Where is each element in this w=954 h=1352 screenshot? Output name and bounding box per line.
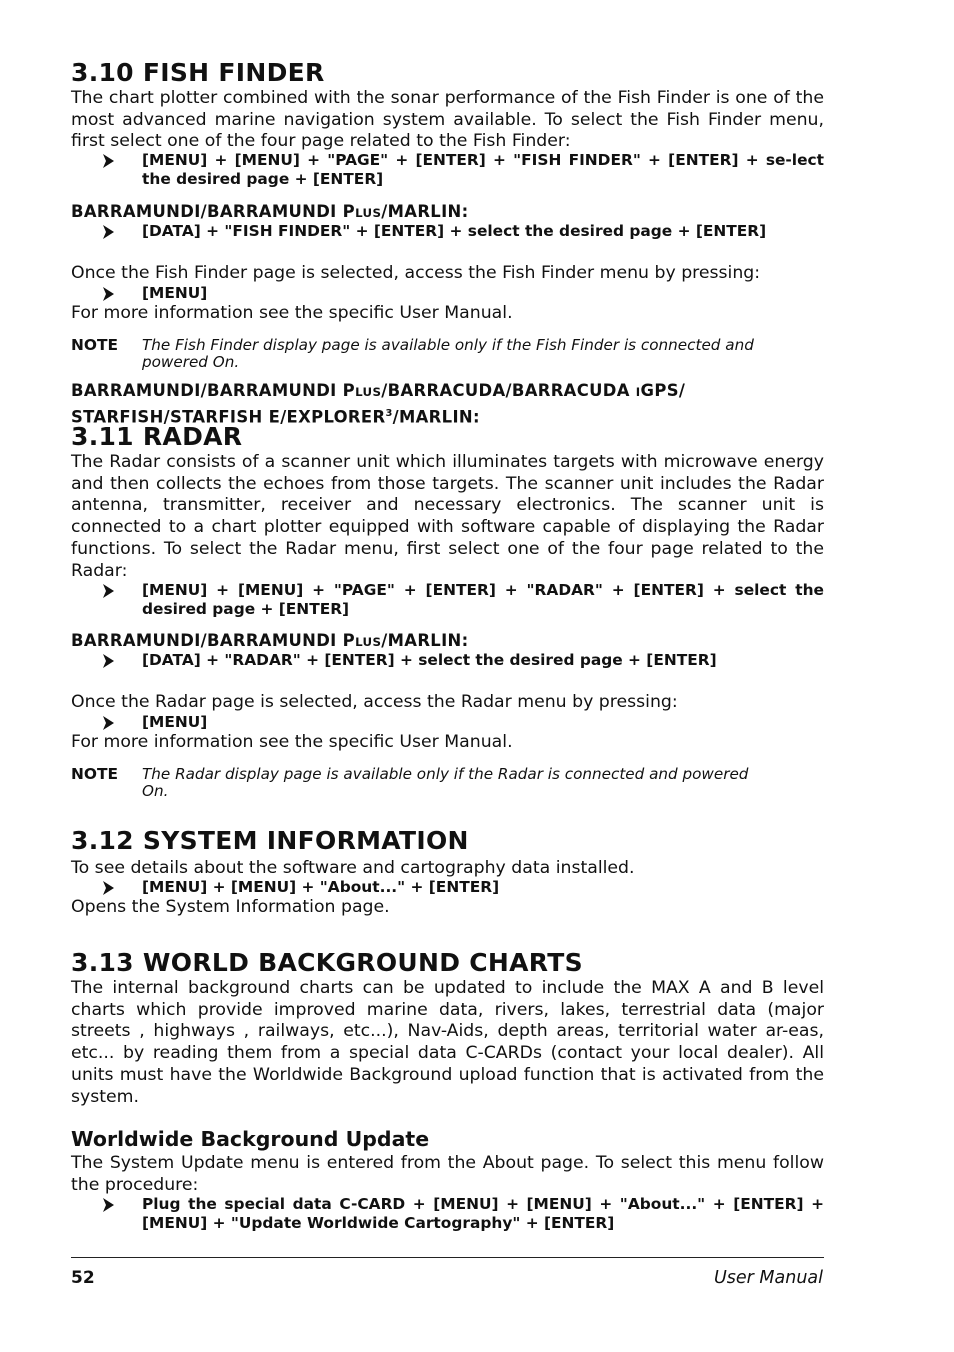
subheading-worldwide-background-update: Worldwide Background Update bbox=[71, 1127, 430, 1151]
section-heading-fish-finder: 3.10 FISH FINDER bbox=[71, 58, 325, 87]
radar-more-info: For more information see the specific User Manual. bbox=[71, 732, 513, 752]
section-heading-radar: 3.11 RADAR bbox=[71, 422, 243, 451]
step-text: Plug the special data C-CARD + [MENU] + [MENU] + "About..." + [ENTER] + [MENU] + "Update Worldwide Cartography" + [ENTER] bbox=[142, 1195, 824, 1232]
model-list-barramundi-marlin: BARRAMUNDI/BARRAMUNDI PLUS/MARLIN: bbox=[71, 631, 469, 650]
step-text: [DATA] + "FISH FINDER" + [ENTER] + select the desired page + [ENTER] bbox=[142, 222, 767, 240]
fish-finder-once: Once the Fish Finder page is selected, access the Fish Finder menu by pressing: bbox=[71, 263, 761, 283]
note-text: The Fish Finder display page is available only if the Fish Finder is connected and powered On. bbox=[142, 336, 754, 371]
chevron-right-icon bbox=[101, 153, 117, 169]
model-list-full: BARRAMUNDI/BARRAMUNDI PLUS/BARRACUDA/BARRACUDA IGPS/ STARFISH/STARFISH E/EXPLORER$^3$/MARLIN: bbox=[71, 381, 686, 427]
radar-intro: The Radar consists of a scanner unit which illuminates targets with microwave energy and then collects the echoes from those targets. The scanner unit includes the Radar antenna, transmitter, receiver and necessary electronics. The scanner unit is connected to a chart plotter equipped with software capable of displaying the Radar functions. To select the Radar menu, first select one of the four page related to the Radar: bbox=[71, 452, 824, 581]
chevron-right-icon bbox=[101, 583, 117, 599]
chevron-right-icon bbox=[101, 1197, 117, 1213]
step-text: [MENU] bbox=[142, 713, 208, 731]
chevron-right-icon bbox=[101, 653, 117, 669]
chevron-right-icon bbox=[101, 715, 117, 731]
chevron-right-icon bbox=[101, 880, 117, 896]
fish-finder-more-info: For more information see the specific User Manual. bbox=[71, 303, 513, 323]
step-text: [MENU] + [MENU] + "PAGE" + [ENTER] + "FISH FINDER" + [ENTER] + se-lect the desired page + [ENTER] bbox=[142, 151, 824, 188]
system-info-intro: To see details about the software and cartography data installed. bbox=[71, 858, 635, 878]
page-number: 52 bbox=[71, 1268, 95, 1288]
step-text: [MENU] + [MENU] + "About..." + [ENTER] bbox=[142, 878, 500, 896]
step-text: [MENU] bbox=[142, 284, 208, 302]
footer-divider bbox=[71, 1257, 824, 1258]
step-text: [DATA] + "RADAR" + [ENTER] + select the desired page + [ENTER] bbox=[142, 651, 717, 669]
radar-once: Once the Radar page is selected, access the Radar menu by pressing: bbox=[71, 692, 678, 712]
model-list-barramundi-marlin: BARRAMUNDI/BARRAMUNDI PLUS/MARLIN: bbox=[71, 202, 469, 221]
chevron-right-icon bbox=[101, 224, 117, 240]
note-text: The Radar display page is available only if the Radar is connected and powered On. bbox=[142, 765, 749, 800]
step-text: [MENU] + [MENU] + "PAGE" + [ENTER] + "RADAR" + [ENTER] + select the desired page + [ENTER] bbox=[142, 581, 824, 618]
note-label: NOTE bbox=[71, 336, 118, 354]
world-background-intro: The internal background charts can be updated to include the MAX A and B level charts which provide improved marine data, rivers, lakes, terrestrial data (major streets , highways , railways, etc...), Nav-Aids, depth areas, territorial water ar-eas, etc... by reading them from a special data C-CARDs (contact your local dealer). All units must have the Worldwide Background upload function that is activated from the system. bbox=[71, 978, 824, 1107]
footer-title: User Manual bbox=[713, 1268, 823, 1288]
note-label: NOTE bbox=[71, 765, 118, 783]
system-info-result: Opens the System Information page. bbox=[71, 897, 390, 917]
fish-finder-intro: The chart plotter combined with the sonar performance of the Fish Finder is one of the most advanced marine navigation system available. To select the Fish Finder menu, first select one of the four page related to the Fish Finder: bbox=[71, 88, 824, 152]
section-heading-world-background-charts: 3.13 WORLD BACKGROUND CHARTS bbox=[71, 948, 583, 977]
worldwide-update-intro: The System Update menu is entered from the About page. To select this menu follow the procedure: bbox=[71, 1153, 824, 1195]
chevron-right-icon bbox=[101, 286, 117, 302]
section-heading-system-information: 3.12 SYSTEM INFORMATION bbox=[71, 826, 469, 855]
